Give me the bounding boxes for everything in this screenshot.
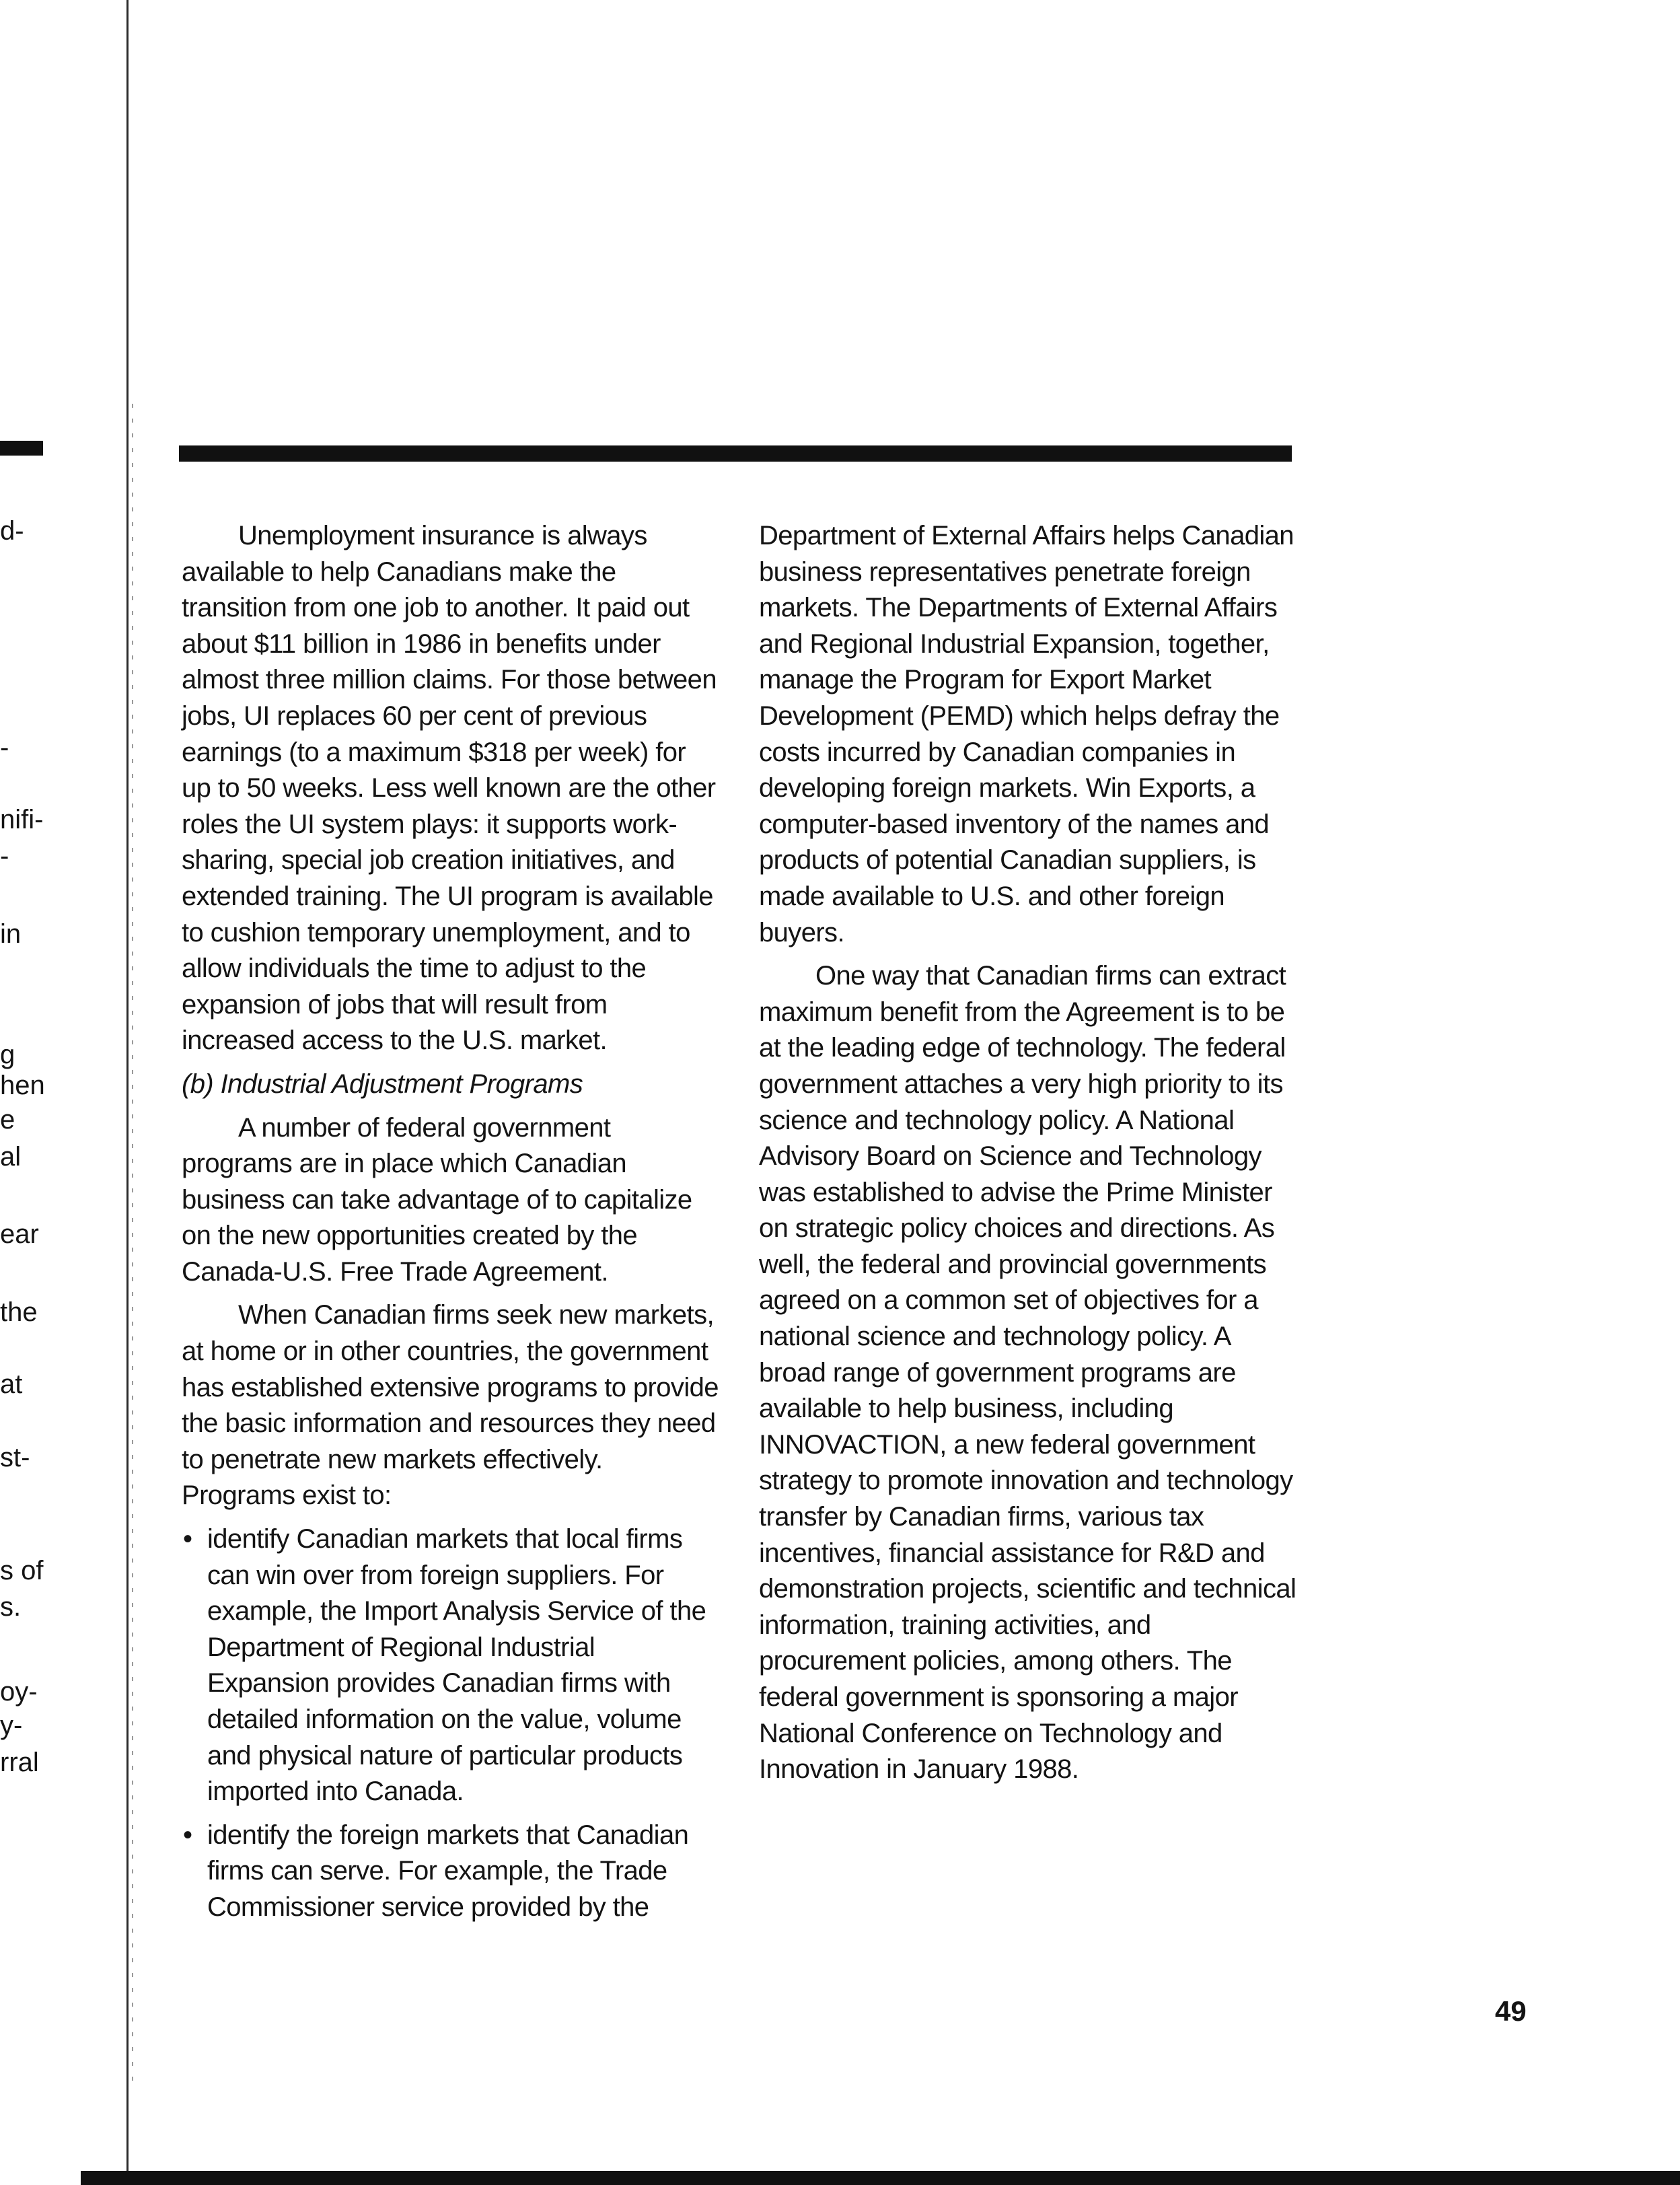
margin-fragment: s. (0, 1592, 22, 1622)
margin-fragment: s of (0, 1556, 44, 1585)
margin-fragment: - (0, 733, 9, 762)
paragraph-unemployment-insurance: Unemployment insurance is always available to help Canadians make the transition from one job to another. It paid out about $11 billion in 1986 in benefits under almost three million claims. For those between jobs, UI replaces 60 per cent of previous earnings (to a maximum $318 per week) for up to 50 weeks. Less well known are the other roles the UI system plays: it supports work-sharing, special job creation initiatives, and extended training. The UI program is available to cushion temporary unemployment, and to allow individuals the time to adjust to the expansion of jobs that will result from increased access to the U.S. market. (182, 521, 717, 1056)
margin-fragment: the (0, 1297, 38, 1327)
margin-fragment: at (0, 1369, 23, 1399)
margin-fragment: g (0, 1040, 15, 1069)
list-item (182, 1521, 720, 1810)
paragraph-technology-policy: One way that Canadian firms can extract maximum benefit from the Agreement is to be at the leading edge of technology. The federal government attaches a very high priority to its science and technology policy. A National Advisory Board on Science and Technology was established to advise the Prime Minister on strategic policy choices and directions. As well, the federal and provincial governments agreed on a common set of objectives for a national science and technology policy. A broad range of government programs are available to help business, including INNOVACTION, a new federal government strategy to promote innovation and technology transfer by Canadian firms, various tax incentives, financial assistance for R&D and demonstration projects, scientific and technical information, training activities, and procurement policies, among others. The federal government is sponsoring a major National Conference on Technology and Innovation in January 1988. (759, 961, 1296, 1785)
page-number: 49 (1495, 1995, 1527, 2027)
facing-page-text-fragments (0, 0, 81, 2185)
margin-fragment: al (0, 1142, 22, 1172)
margin-fragment: d- (0, 516, 24, 546)
margin-fragment: y- (0, 1711, 23, 1740)
bullet-text: identify the foreign markets that Canadian firms can serve. For example, the Trade Commissioner service provided by the (207, 1820, 689, 1922)
margin-fragment: st- (0, 1443, 30, 1472)
bullet-icon: • (183, 1820, 192, 1850)
margin-fragment: e (0, 1105, 15, 1135)
section-header-rule (179, 445, 1292, 462)
paragraph-new-markets: When Canadian firms seek new markets, at home or in other countries, the government has established extensive programs to provide the basic information and resources they need to penetrate new markets effectively. Programs exist to: (182, 1300, 719, 1511)
paragraph-external-affairs: Department of External Affairs helps Canadian business representatives penetrate foreign markets. The Departments of External Affairs and Regional Industrial Expansion, together, manage the Program for Export Market Development (PEMD) which helps defray the costs incurred by Canadian companies in developing foreign markets. Win Exports, a computer-based inventory of the names and products of potential Canadian suppliers, is made available to U.S. and other foreign buyers. (759, 521, 1294, 947)
paragraph-federal-programs: A number of federal government programs are in place which Canadian business can take advantage of to capitalize on the new opportunities created by the Canada-U.S. Free Trade Agreement. (182, 1112, 692, 1287)
margin-fragment: in (0, 919, 22, 949)
margin-fragment: rral (0, 1748, 39, 1777)
margin-fragment: ear (0, 1219, 39, 1249)
list-item (182, 1818, 720, 1926)
margin-fragment: - (0, 841, 9, 871)
binding-dotted-line (132, 404, 133, 2086)
left-text-column (182, 518, 720, 1933)
bottom-edge-bar (81, 2171, 1680, 2185)
bullet-icon: • (183, 1524, 192, 1554)
margin-fragment: hen (0, 1071, 45, 1100)
right-text-column (759, 518, 1297, 1795)
margin-fragment: nifi- (0, 805, 44, 834)
binding-edge-line (126, 0, 129, 2185)
subheading-industrial-adjustment: (b) Industrial Adjustment Programs (182, 1069, 583, 1099)
margin-fragment: oy- (0, 1677, 38, 1707)
program-bullet-list (182, 1521, 720, 1926)
bullet-text: identify Canadian markets that local firms can win over from foreign suppliers. For example, the Import Analysis Service of the Department of Regional Industrial Expansion provides Canadian firms with detailed information on the value, volume and physical nature of particular products imported into Canada. (207, 1524, 706, 1807)
